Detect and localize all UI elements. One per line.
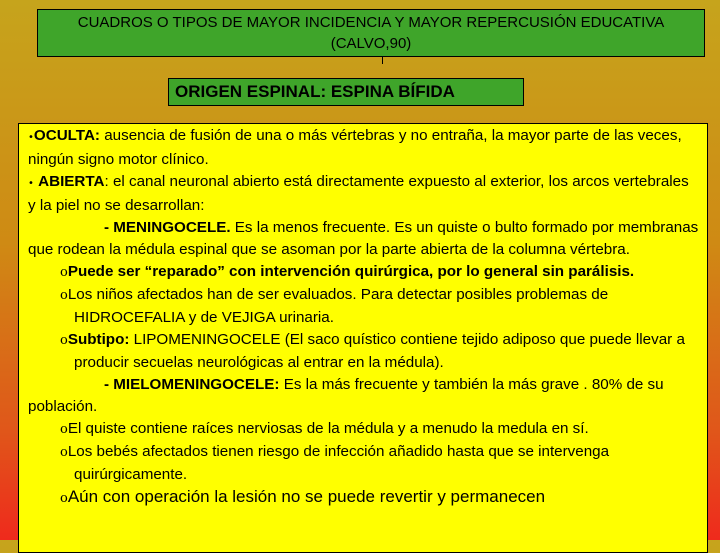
slide-title-line2: (CALVO,90): [330, 35, 412, 52]
slide-title-box: [37, 9, 705, 57]
content-box: [18, 123, 708, 553]
meningocele-text: Es la menos frecuente. Es un quiste o bulto formado por membranas que rodean la médula espinal que se asoman por la parte abierta de la columna vértebra.: [28, 219, 699, 258]
section-title: ORIGEN ESPINAL: ESPINA BÍFIDA: [175, 82, 455, 101]
meningocele-item-2: oLos niños afectados han de ser evaluados. Para detectar posibles problemas de HIDROCEFALIA y de VEJIGA urinaria.: [60, 286, 609, 326]
sub-bullet-icon: o: [60, 422, 68, 437]
meningocele-paragraph: [28, 217, 699, 261]
meningocele-item-3: oSubtipo: LIPOMENINGOCELE (El saco quístico contiene tejido adiposo que puede llevar a producir secuelas neurológicas al entrar en la médula).: [60, 331, 685, 371]
connector-line: [382, 56, 383, 64]
meningocele-item-1: oPuede ser “reparado” con intervención quirúrgica, por lo general sin parálisis.: [60, 263, 635, 280]
sub-bullet-icon: o: [60, 491, 68, 506]
bullet-icon: •: [28, 132, 34, 143]
oculta-text: ausencia de fusión de una o más vértebras y no entraña, la mayor parte de las veces, ningún signo motor clínico.: [28, 127, 682, 168]
meningocele-label: - MENINGOCELE.: [104, 219, 231, 236]
mielomeningocele-paragraph: [28, 374, 699, 418]
mielomeningocele-item-1: oEl quiste contiene raíces nerviosas de la médula y a menudo la medula en sí.: [60, 420, 589, 437]
abierta-paragraph: [28, 171, 699, 217]
mielomeningocele-label: - MIELOMENINGOCELE:: [104, 376, 280, 393]
sub-bullet-icon: o: [60, 445, 68, 460]
mielomeningocele-item-2: oLos bebés afectados tienen riesgo de infección añadido hasta que se intervenga quirúrgicamente.: [60, 443, 610, 483]
abierta-text: : el canal neuronal abierto está directamente expuesto al exterior, los arcos vertebrales y la piel no se desarrollan:: [28, 173, 689, 214]
abierta-label: ABIERTA: [38, 173, 105, 190]
bullet-icon: •: [28, 178, 34, 189]
slide-title-line1: CUADROS O TIPOS DE MAYOR INCIDENCIA Y MAYOR REPERCUSIÓN EDUCATIVA: [77, 14, 665, 31]
section-title-box: [168, 78, 524, 106]
oculta-label: OCULTA:: [33, 127, 100, 144]
mielomeningocele-item-3: oAún con operación la lesión no se puede revertir y permanecen: [60, 487, 546, 506]
sub-bullet-icon: o: [60, 333, 68, 348]
oculta-paragraph: [28, 125, 699, 171]
mielomeningocele-text: Es la más frecuente y también la más grave . 80% de su población.: [28, 376, 664, 415]
sub-bullet-icon: o: [60, 265, 68, 280]
sub-bullet-icon: o: [60, 288, 68, 303]
